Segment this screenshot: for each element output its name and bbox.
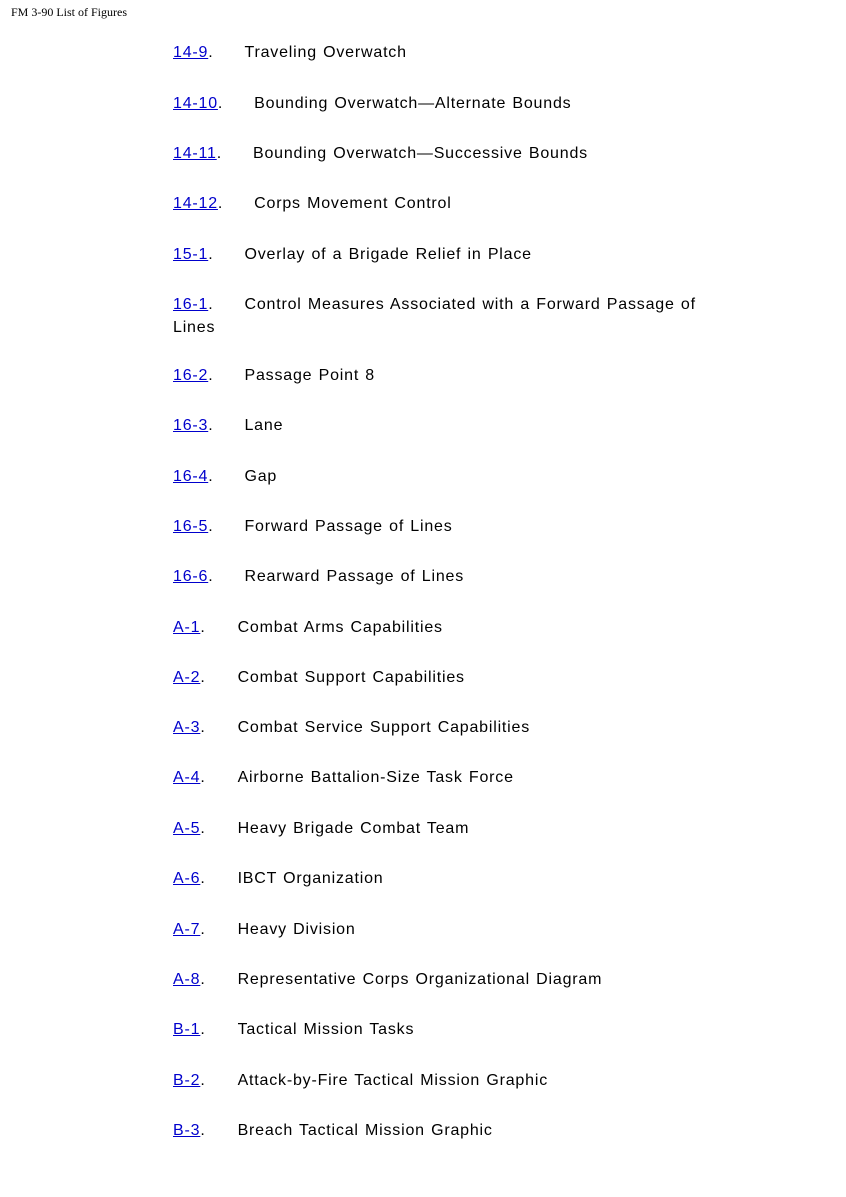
figure-entry — [173, 41, 733, 64]
figure-link-a-4[interactable]: A-4 — [173, 769, 201, 786]
figure-title: Gap — [244, 468, 278, 485]
figure-link-16-4[interactable]: 16-4 — [173, 468, 209, 485]
figure-link-b-3[interactable]: B-3 — [173, 1122, 201, 1139]
figure-entry — [173, 666, 733, 689]
figure-number-period: . — [200, 921, 206, 938]
figure-title: Representative Corps Organizational Diagram — [237, 971, 603, 988]
figure-number-period: . — [216, 145, 222, 162]
figure-entry — [173, 1069, 733, 1092]
figure-number-period: . — [200, 1072, 206, 1089]
figure-link-a-1[interactable]: A-1 — [173, 619, 201, 636]
figure-entry — [173, 465, 733, 488]
figure-title: Breach Tactical Mission Graphic — [237, 1122, 493, 1139]
figure-entry — [173, 243, 733, 266]
page-header: FM 3-90 List of Figures — [11, 5, 128, 19]
figure-link-16-6[interactable]: 16-6 — [173, 568, 209, 585]
figure-title: Attack-by-Fire Tactical Mission Graphic — [237, 1072, 548, 1089]
figure-number-period: . — [200, 719, 206, 736]
figure-number-period: . — [200, 669, 206, 686]
figure-link-16-1[interactable]: 16-1 — [173, 296, 209, 313]
figure-number-period: . — [208, 44, 214, 61]
figure-link-16-2[interactable]: 16-2 — [173, 367, 209, 384]
figure-number-period: . — [217, 195, 224, 212]
figure-link-a-3[interactable]: A-3 — [173, 719, 201, 736]
figure-entry — [173, 414, 733, 437]
figure-link-a-2[interactable]: A-2 — [173, 669, 201, 686]
figure-link-16-5[interactable]: 16-5 — [173, 518, 209, 535]
figure-number-period: . — [208, 518, 214, 535]
figure-link-a-8[interactable]: A-8 — [173, 971, 201, 988]
figure-entry — [173, 515, 733, 538]
figure-title: Heavy Brigade Combat Team — [237, 820, 470, 837]
figure-entry — [173, 1119, 733, 1142]
figure-entry — [173, 565, 733, 588]
figure-title: Overlay of a Brigade Relief in Place — [244, 246, 532, 263]
figure-number-period: . — [200, 820, 206, 837]
figure-entry — [173, 716, 733, 739]
figure-link-15-1[interactable]: 15-1 — [173, 246, 209, 263]
figure-title: Passage Point 8 — [244, 367, 376, 384]
figure-link-14-10[interactable]: 14-10 — [173, 95, 218, 112]
figure-number-period: . — [217, 95, 224, 112]
figure-title: Bounding Overwatch—Alternate Bounds — [254, 95, 572, 112]
figure-link-a-6[interactable]: A-6 — [173, 870, 201, 887]
figure-link-16-3[interactable]: 16-3 — [173, 417, 209, 434]
figure-entry — [173, 293, 733, 339]
figure-title: Combat Arms Capabilities — [237, 619, 443, 636]
figure-number-period: . — [208, 417, 214, 434]
figure-link-14-12[interactable]: 14-12 — [173, 195, 218, 212]
figure-entry — [173, 867, 733, 890]
figure-number-period: . — [200, 971, 206, 988]
figure-number-period: . — [208, 568, 214, 585]
figure-entry — [173, 192, 733, 215]
figure-entry — [173, 92, 733, 115]
figure-entry — [173, 766, 733, 789]
figure-number-period: . — [200, 1021, 206, 1038]
figure-title: Bounding Overwatch—Successive Bounds — [252, 145, 588, 162]
figure-title: Combat Service Support Capabilities — [237, 719, 531, 736]
figure-link-a-7[interactable]: A-7 — [173, 921, 201, 938]
figure-number-period: . — [200, 1122, 206, 1139]
figure-entry — [173, 616, 733, 639]
figure-title: Heavy Division — [237, 921, 356, 938]
figure-entry — [173, 1018, 733, 1041]
figure-entry — [173, 142, 733, 165]
figure-title: Lane — [244, 417, 284, 434]
figure-link-14-11[interactable]: 14-11 — [173, 145, 217, 162]
figure-title: Airborne Battalion-Size Task Force — [237, 769, 514, 786]
figure-number-period: . — [200, 619, 206, 636]
figure-number-period: . — [208, 468, 214, 485]
figure-number-period: . — [208, 246, 214, 263]
figure-title: Tactical Mission Tasks — [237, 1021, 415, 1038]
figure-number-period: . — [200, 870, 206, 887]
figure-link-b-1[interactable]: B-1 — [173, 1021, 201, 1038]
figure-title: Corps Movement Control — [254, 195, 452, 212]
figure-title: Rearward Passage of Lines — [244, 568, 465, 585]
figure-title: Traveling Overwatch — [244, 44, 407, 61]
figure-title: Combat Support Capabilities — [237, 669, 465, 686]
figure-title: IBCT Organization — [237, 870, 384, 887]
figure-link-14-9[interactable]: 14-9 — [173, 44, 209, 61]
figure-link-a-5[interactable]: A-5 — [173, 820, 201, 837]
figure-title: Control Measures Associated with a Forward Passage of Lines — [173, 296, 696, 336]
figure-title: Forward Passage of Lines — [244, 518, 453, 535]
figure-link-b-2[interactable]: B-2 — [173, 1072, 201, 1089]
figure-number-period: . — [208, 296, 214, 313]
figure-entry — [173, 918, 733, 941]
figure-entry — [173, 364, 733, 387]
figure-number-period: . — [208, 367, 214, 384]
figure-number-period: . — [200, 769, 206, 786]
figure-entry — [173, 817, 733, 840]
figure-entry — [173, 968, 733, 991]
